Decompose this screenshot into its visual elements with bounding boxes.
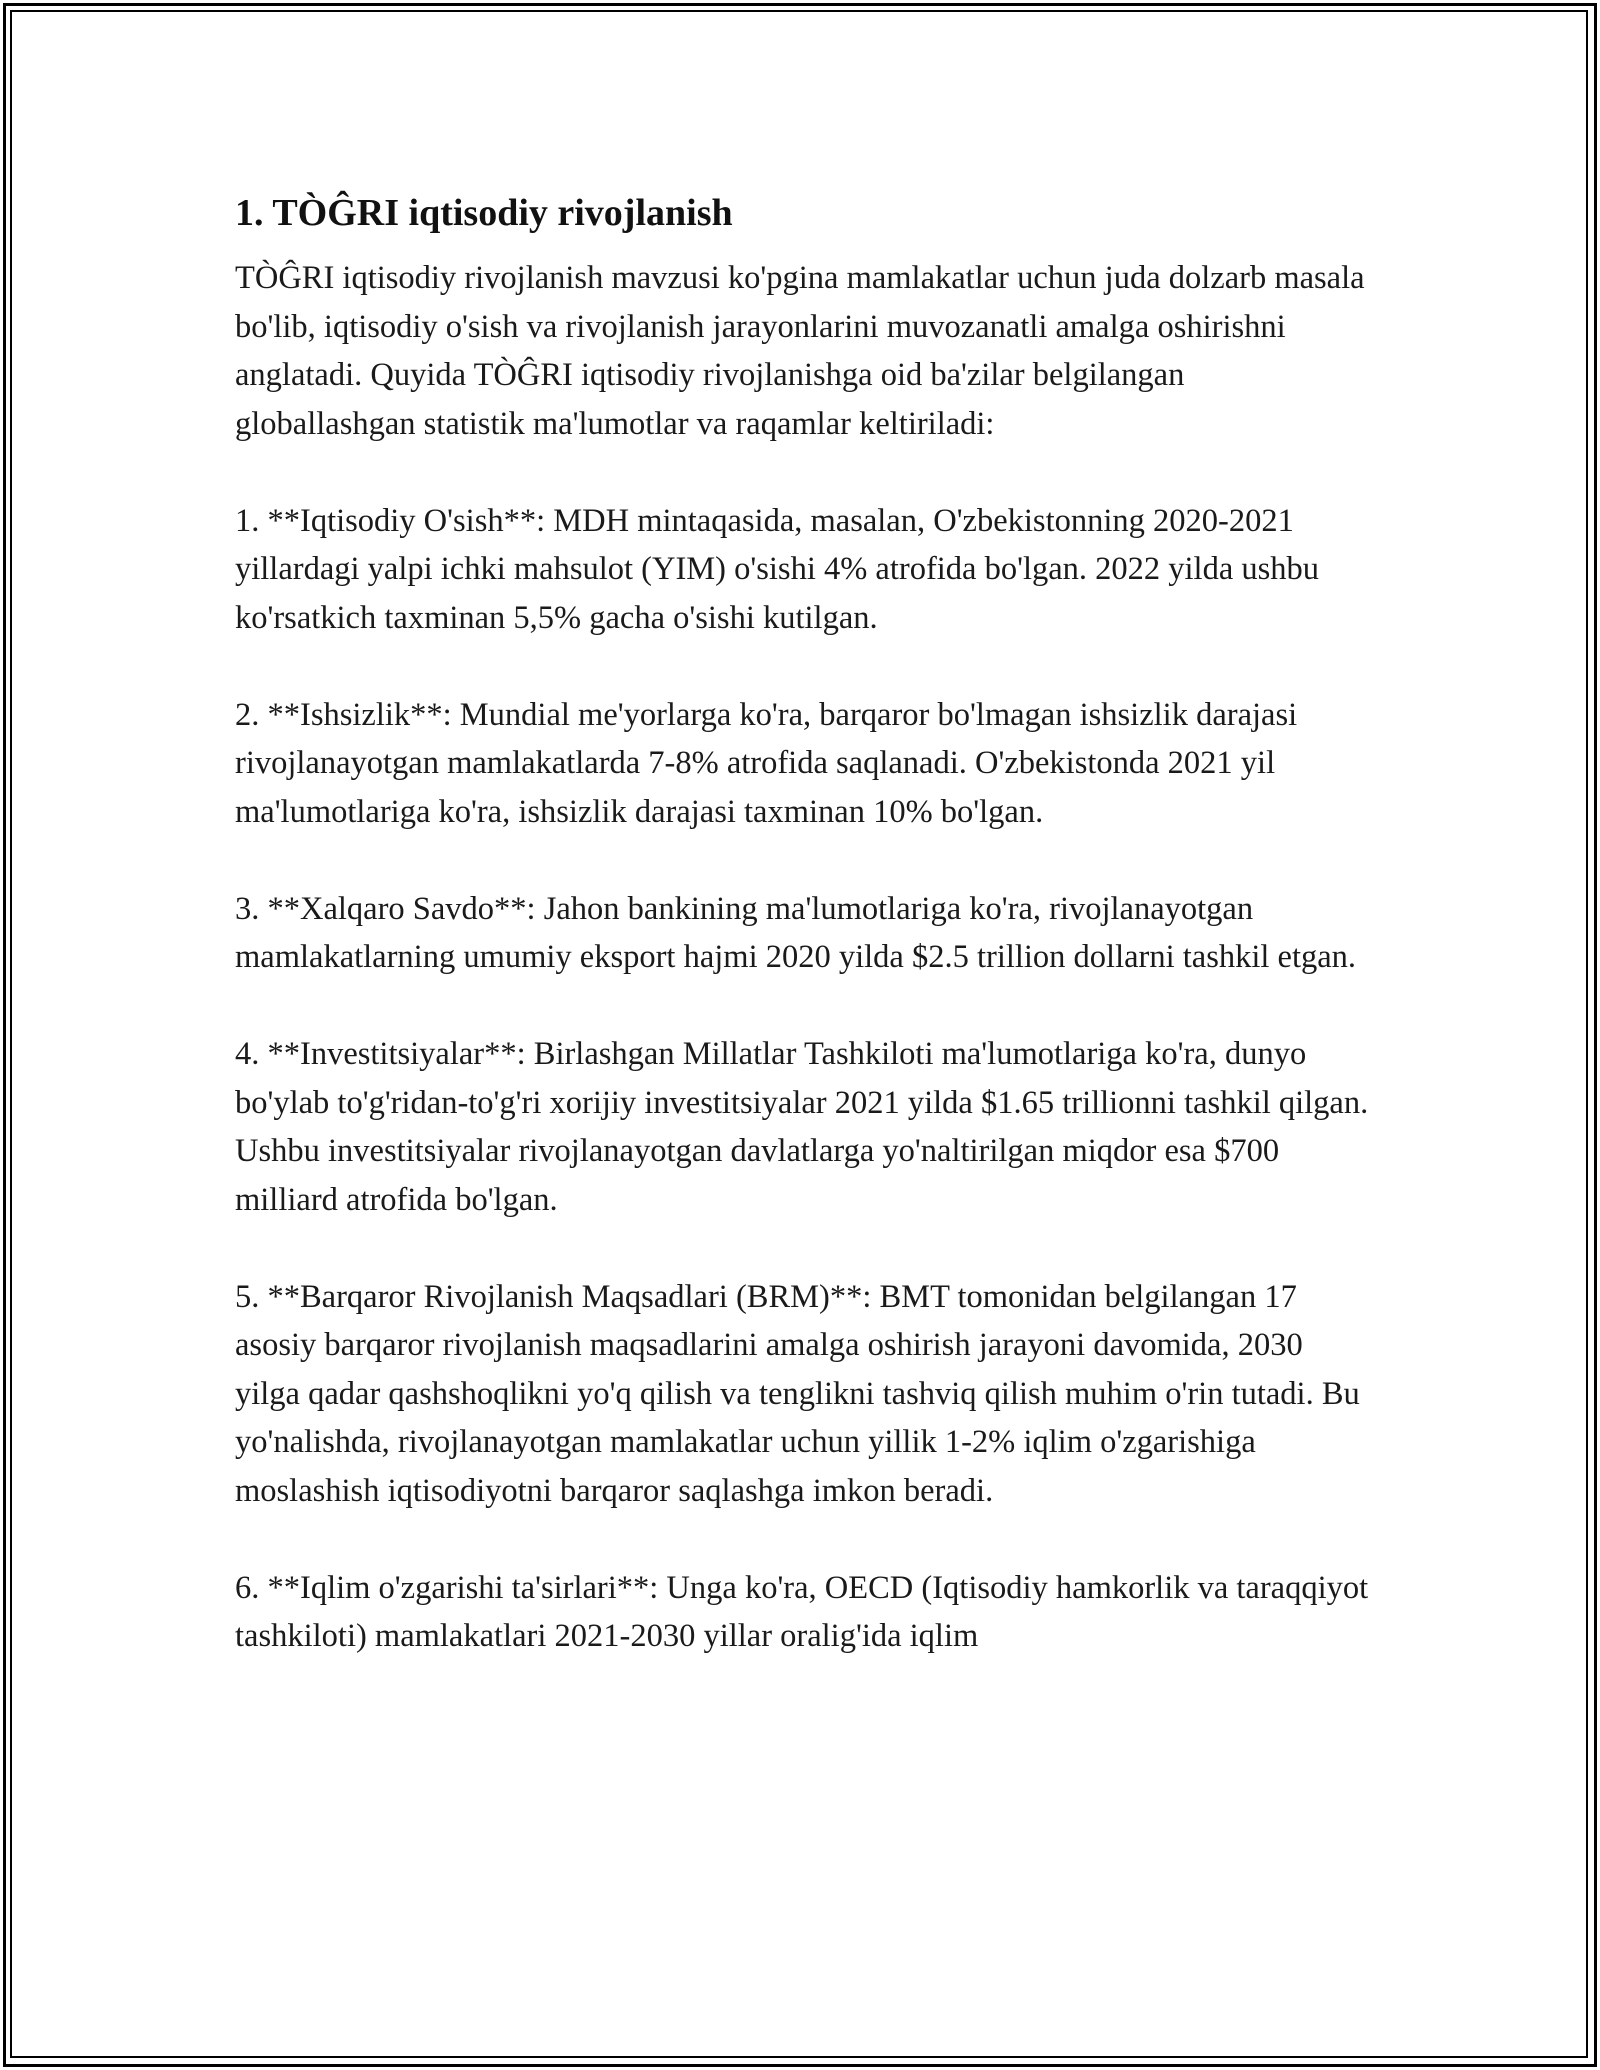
intro-paragraph: TÒĜRI iqtisodiy rivojlanish mavzusi ko'pgina mamlakatlar uchun juda dolzarb masala bo'lib, iqtisodiy o'sish va rivojlanish jarayonlarini muvozanatli amalga oshirishni anglatadi. Quyida TÒĜRI iqtisodiy rivojlanishga oid ba'zilar belgilangan globallashgan statistik ma'lumotlar va raqamlar keltiriladi: — [235, 260, 1365, 442]
list-item-unemployment: 2. **Ishsizlik**: Mundial me'yorlarga ko'ra, barqaror bo'lmagan ishsizlik darajasi rivojlanayotgan mamlakatlarda 7-8% atrofida saqlanadi. O'zbekistonda 2021 yil ma'lumotlariga ko'ra, ishsizlik darajasi taxminan 10% bo'lgan. — [235, 696, 1298, 830]
section-heading: 1. TÒĜRI iqtisodiy rivojlanish — [235, 192, 733, 234]
document-body — [235, 184, 1370, 1661]
list-item-international-trade: 3. **Xalqaro Savdo**: Jahon bankining ma'lumotlariga ko'ra, rivojlanayotgan mamlakatlarning umumiy eksport hajmi 2020 yilda $2.5 trillion dollarni tashkil etgan. — [235, 890, 1357, 975]
list-item-investments: 4. **Investitsiyalar**: Birlashgan Millatlar Tashkiloti ma'lumotlariga ko'ra, dunyo bo'ylab to'g'ridan-to'g'ri xorijiy investitsiyalar 2021 yilda $1.65 trillionni tashkil qilgan. Ushbu investitsiyalar rivojlanayotgan davlatlarga yo'naltirilgan miqdor esa $700 milliard atrofida bo'lgan. — [235, 1036, 1369, 1218]
list-item-sustainable-development-goals: 5. **Barqaror Rivojlanish Maqsadlari (BRM)**: BMT tomonidan belgilangan 17 asosiy barqaror rivojlanish maqsadlarini amalga oshirish jarayoni davomida, 2030 yilga qadar qashshoqlikni yo'q qilish va tenglikni tashviq qilish muhim o'rin tutadi. Bu yo'nalishda, rivojlanayotgan mamlakatlar uchun yillik 1-2% iqlim o'zgarishiga moslashish iqtisodiyotni barqaror saqlashga imkon beradi. — [235, 1278, 1360, 1509]
list-item-climate-change-impacts: 6. **Iqlim o'zgarishi ta'sirlari**: Unga ko'ra, OECD (Iqtisodiy hamkorlik va taraqqiyot tashkiloti) mamlakatlari 2021-2030 yillar oralig'ida iqlim — [235, 1569, 1369, 1654]
list-item-economic-growth: 1. **Iqtisodiy O'sish**: MDH mintaqasida, masalan, O'zbekistonning 2020-2021 yillardagi yalpi ichki mahsulot (YIM) o'sishi 4% atrofida bo'lgan. 2022 yilda ushbu ko'rsatkich taxminan 5,5% gacha o'sishi kutilgan. — [235, 502, 1320, 636]
